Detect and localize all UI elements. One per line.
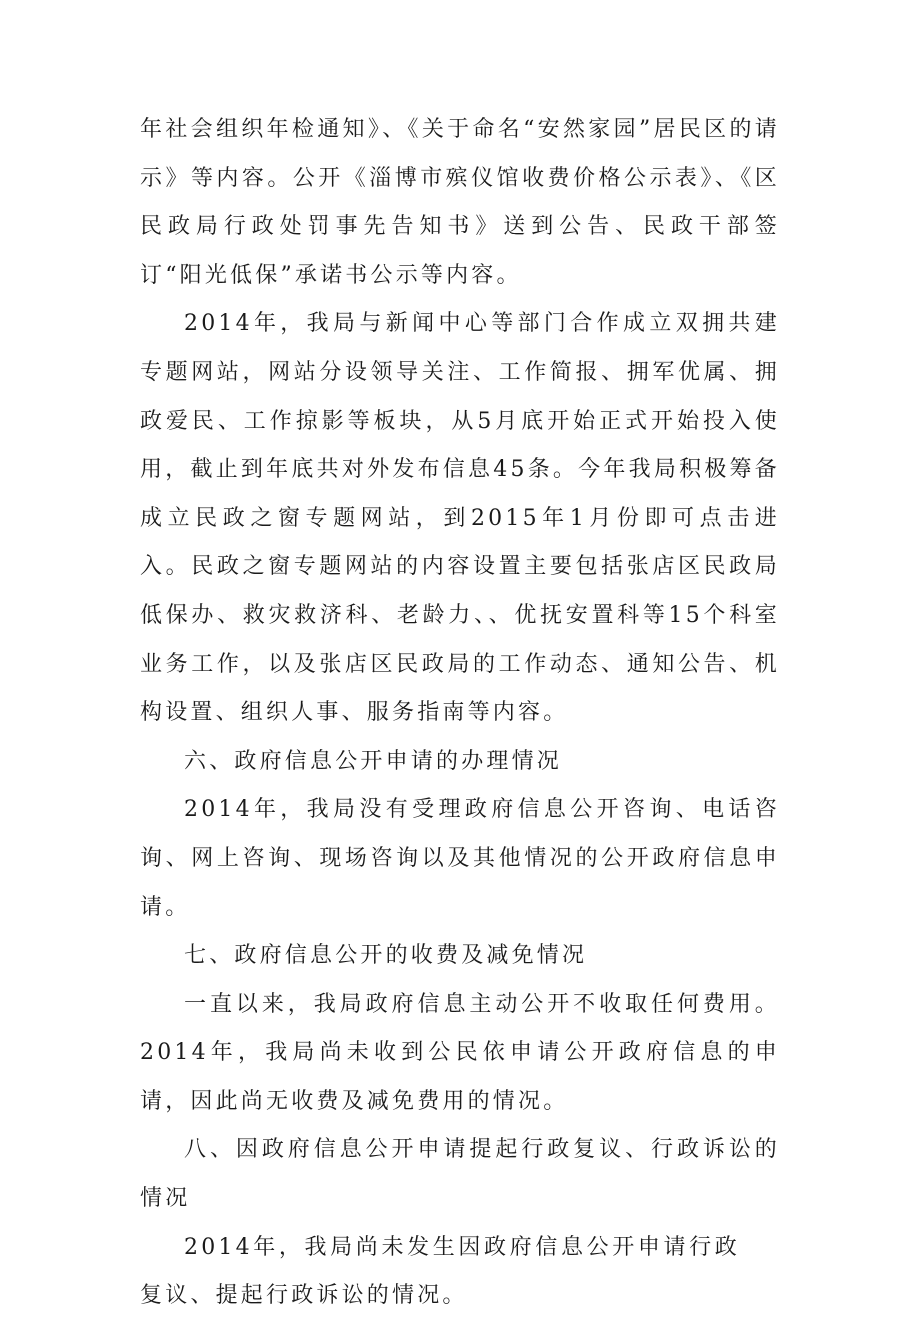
paragraph-disclosure-continuation: 年社会组织年检通知》、《关于命名“安然家园”居民区的请示》等内容。公开《淄博市殡仪馆收费价格公示表》、《区民政局行政处罚事先告知书》送到公告、民政干部签订“阳光低保”承诺书公示等内容。 xyxy=(140,117,780,288)
paragraph-websites: 2014年，我局与新闻中心等部门合作成立双拥共建专题网站，网站分设领导关注、工作简报、拥军优属、拥政爱民、工作掠影等板块，从5月底开始正式开始投入使用，截止到年底共对外发布信息45条。今年我局积极筹备成立民政之窗专题网站，到2015年1月份即可点击进入。民政之窗专题网站的内容设置主要包括张店区民政局低保办、救灾救济科、老龄力、、优抚安置科等15个科室业务工作，以及张店区民政局的工作动态、通知公告、机构设置、组织人事、服务指南等内容。 xyxy=(140,311,780,726)
paragraph-fees: 一直以来，我局政府信息主动公开不收取任何费用。2014年，我局尚未收到公民依申请公开政府信息的申请，因此尚无收费及减免费用的情况。 xyxy=(140,991,780,1114)
document-body xyxy=(140,106,780,1321)
paragraph-appeals: 2014年，我局尚未发生因政府信息公开申请行政复议、提起行政诉讼的情况。 xyxy=(140,1234,740,1309)
heading-section-six: 六、政府信息公开申请的办理情况 xyxy=(184,748,563,774)
heading-section-eight: 八、因政府信息公开申请提起行政复议、行政诉讼的情况 xyxy=(140,1137,780,1212)
paragraph-applications: 2014年，我局没有受理政府信息公开咨询、电话咨询、网上咨询、现场咨询以及其他情况的公开政府信息申请。 xyxy=(140,797,780,920)
heading-section-seven: 七、政府信息公开的收费及减免情况 xyxy=(184,943,588,969)
